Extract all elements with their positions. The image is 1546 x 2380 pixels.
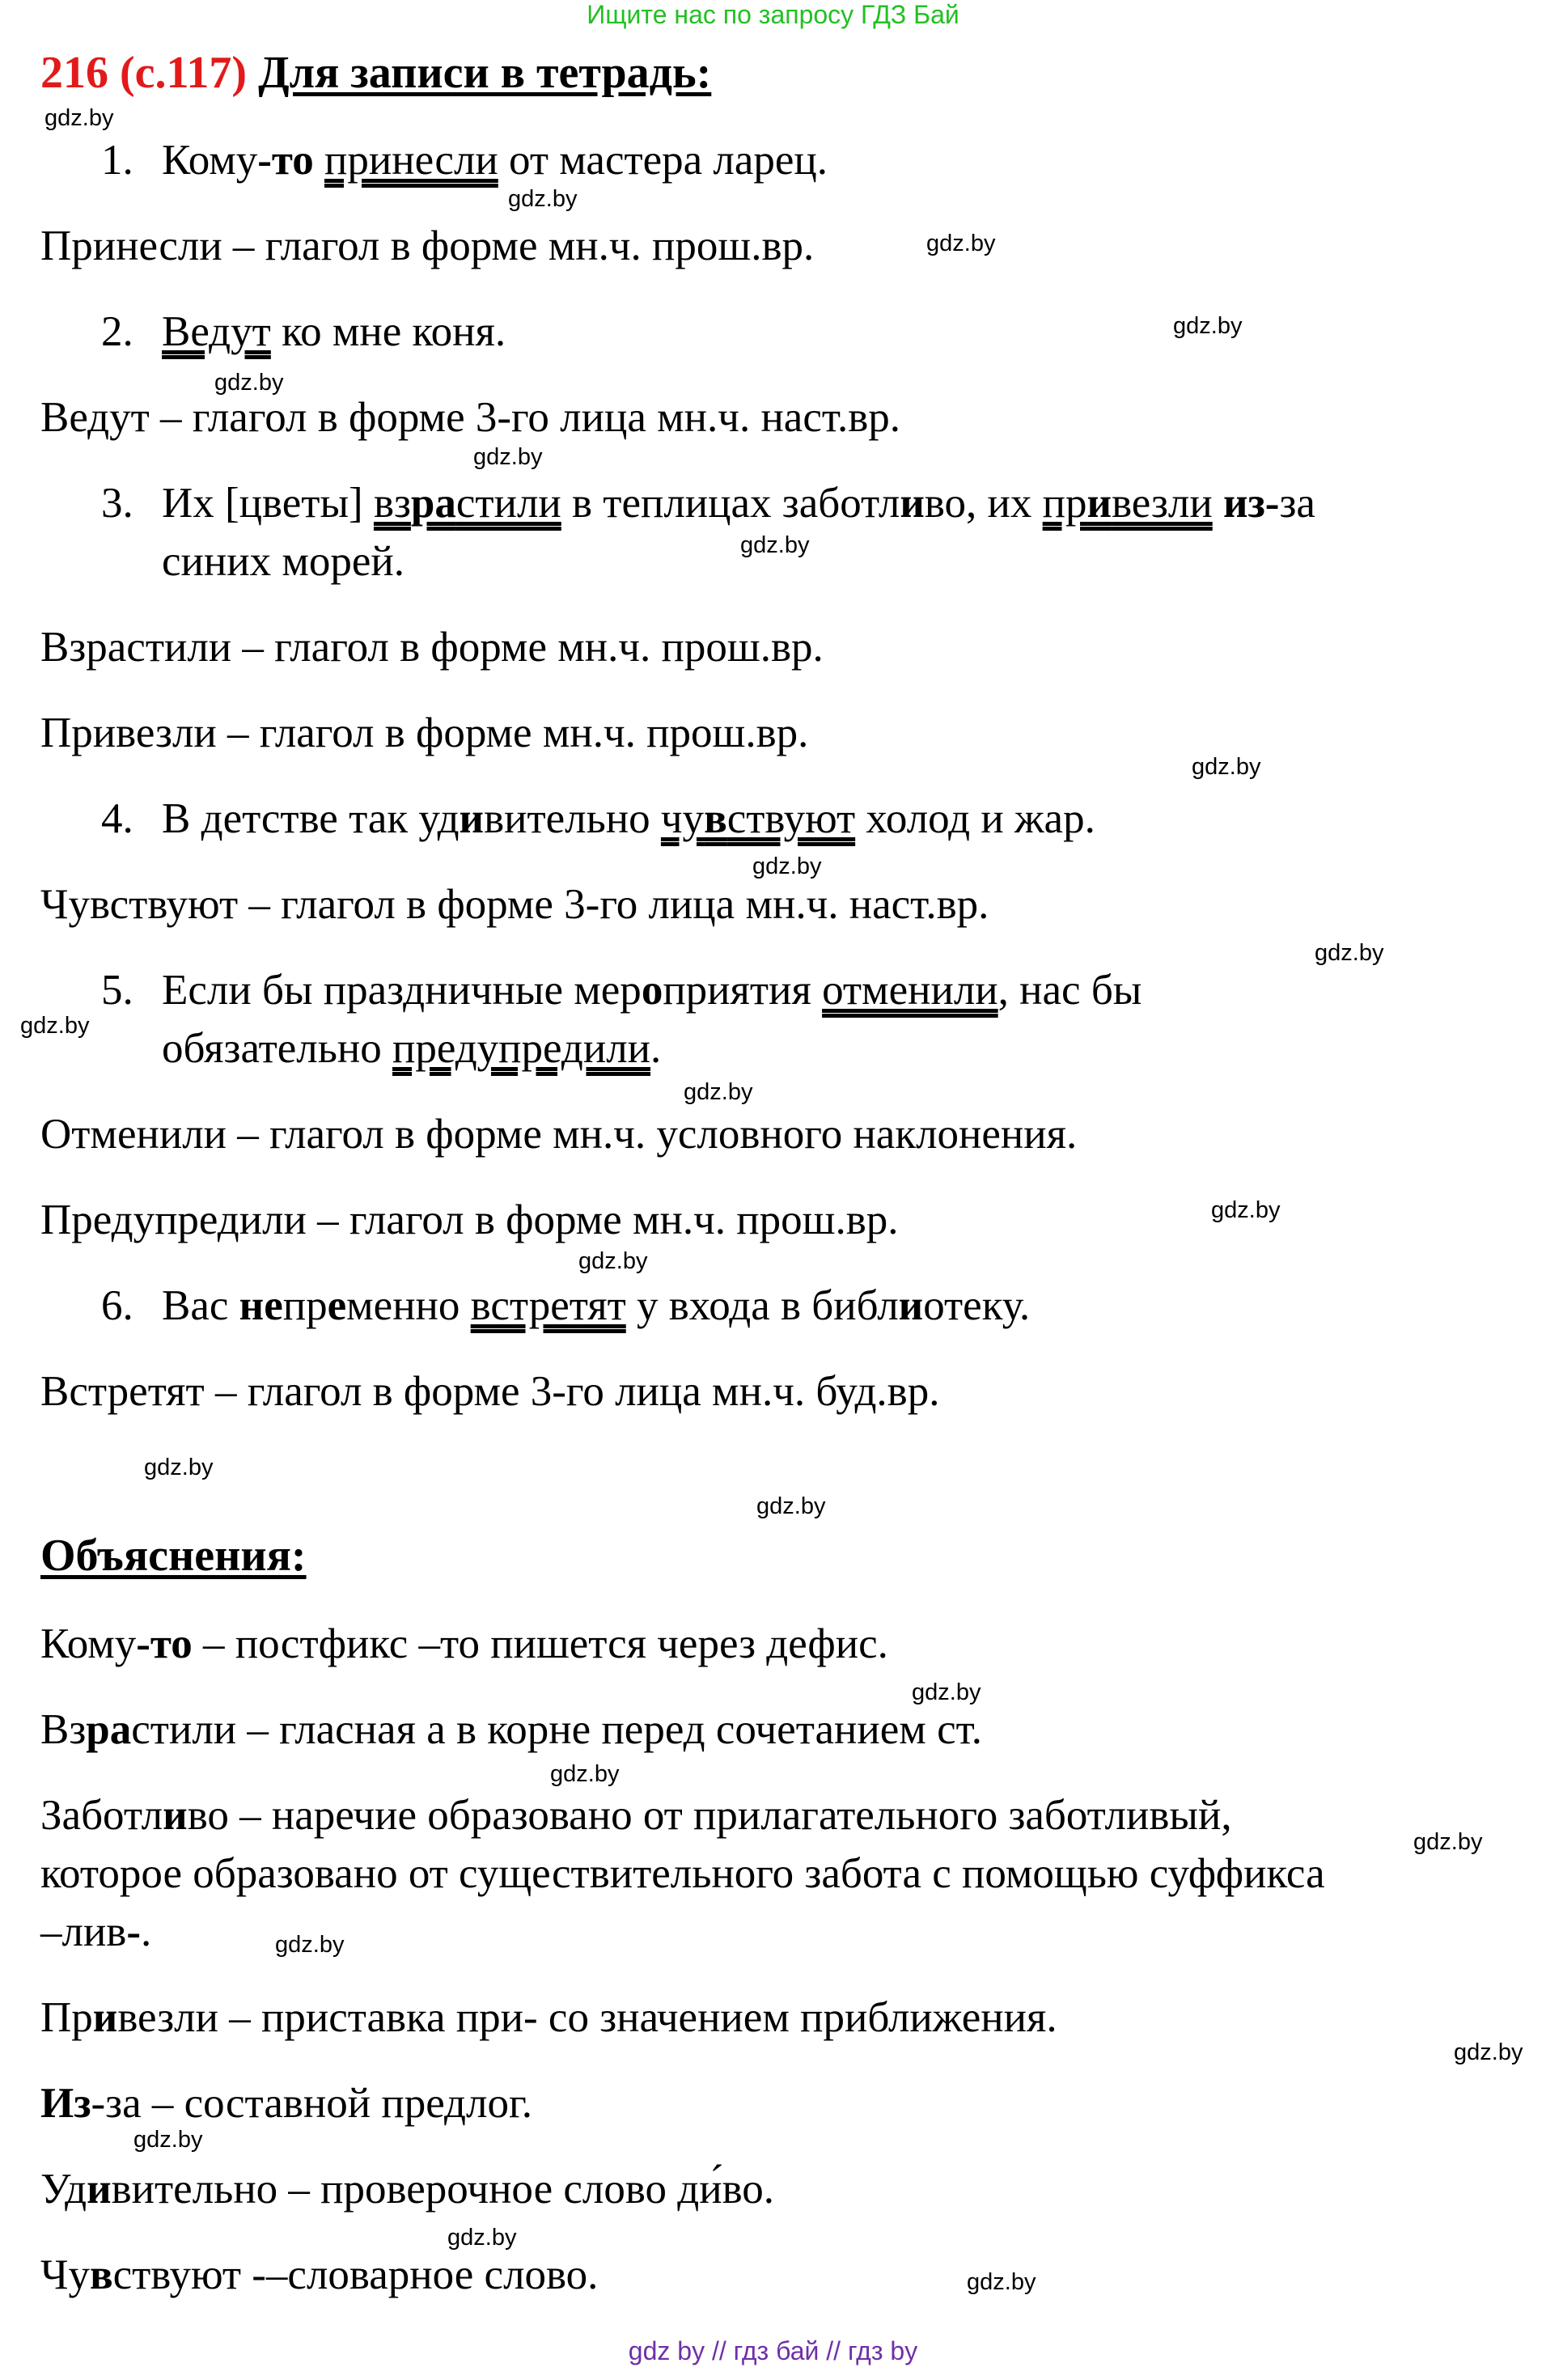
watermark: gdz.by — [508, 186, 578, 212]
sentence-1: Кому-то принесли от мастера ларец. — [162, 137, 828, 184]
watermark: gdz.by — [275, 1932, 345, 1958]
explanation-3a: Заботливо – наречие образовано от прилагательного заботливый, — [40, 1792, 1232, 1839]
sentence-5-line-1: Если бы праздничные мероприятия отменили, нас бы — [162, 967, 1142, 1014]
watermark: gdz.by — [926, 231, 996, 256]
watermark: gdz.by — [967, 2269, 1036, 2295]
explanation-2: Взрастили – гласная а в корне перед сочетанием ст. — [40, 1706, 983, 1753]
watermark: gdz.by — [684, 1079, 753, 1105]
explanation-6: Удивительно – проверочное слово ди́во. — [40, 2166, 774, 2213]
sentence-6: Вас непременно встретят у входа в библиотеку. — [162, 1282, 1031, 1329]
watermark: gdz.by — [473, 444, 543, 470]
explanation-1: Кому-то – постфикс –то пишется через дефис. — [40, 1620, 888, 1667]
watermark: gdz.by — [144, 1455, 214, 1480]
analysis-2: Ведут – глагол в форме 3-го лица мн.ч. наст.вр. — [40, 394, 901, 441]
watermark: gdz.by — [1211, 1197, 1281, 1223]
watermark: gdz.by — [912, 1679, 981, 1705]
watermark: gdz.by — [1315, 940, 1384, 966]
analysis-6: Встретят – глагол в форме 3-го лица мн.ч. буд.вр. — [40, 1368, 940, 1415]
item-number: 2. — [101, 308, 133, 355]
analysis-5a: Отменили – глагол в форме мн.ч. условного наклонения. — [40, 1111, 1078, 1158]
item-number: 5. — [101, 967, 133, 1014]
exercise-title: Для записи в тетрадь: — [258, 48, 712, 98]
watermark: gdz.by — [578, 1248, 648, 1274]
item-number: 3. — [101, 480, 133, 527]
exercise-heading — [40, 48, 712, 98]
explanation-7: Чувствуют -–словарное слово. — [40, 2251, 599, 2298]
watermark: gdz.by — [550, 1761, 620, 1787]
explanation-4: Привезли – приставка при- со значением приближения. — [40, 1994, 1057, 2041]
footer-links[interactable]: gdz by // гдз бай // гдз by — [628, 2336, 918, 2365]
watermark: gdz.by — [44, 105, 114, 131]
sentence-3-line-1: Их [цветы] взрастили в теплицах заботливо, их привезли из-за — [162, 480, 1315, 527]
sentence-5-line-2: обязательно предупредили. — [162, 1025, 662, 1072]
watermark: gdz.by — [740, 532, 810, 558]
explanation-5: Из-за – составной предлог. — [40, 2080, 532, 2127]
watermark: gdz.by — [214, 370, 284, 396]
sentence-3-line-2: синих морей. — [162, 538, 405, 585]
explanations-title: Объяснения: — [40, 1531, 307, 1581]
item-number: 1. — [101, 137, 133, 184]
watermark: gdz.by — [752, 853, 822, 879]
exercise-number: 216 (с.117) — [40, 48, 248, 98]
watermark: gdz.by — [20, 1013, 90, 1039]
sentence-4: В детстве так удивительно чувствуют холод и жар. — [162, 795, 1095, 842]
item-number: 6. — [101, 1282, 133, 1329]
analysis-5b: Предупредили – глагол в форме мн.ч. прош.вр. — [40, 1196, 899, 1243]
watermark: gdz.by — [1173, 313, 1243, 339]
explanation-3c: –лив-. — [40, 1908, 152, 1955]
analysis-4: Чувствуют – глагол в форме 3-го лица мн.ч. наст.вр. — [40, 881, 989, 928]
watermark: gdz.by — [447, 2225, 517, 2251]
analysis-3a: Взрастили – глагол в форме мн.ч. прош.вр. — [40, 624, 824, 671]
analysis-1: Принесли – глагол в форме мн.ч. прош.вр. — [40, 222, 815, 269]
item-number: 4. — [101, 795, 133, 842]
watermark: gdz.by — [1413, 1829, 1483, 1855]
sentence-2: Ведут ко мне коня. — [162, 308, 506, 355]
top-banner[interactable]: Ищите нас по запросу ГДЗ Бай — [587, 0, 959, 29]
watermark: gdz.by — [133, 2127, 203, 2153]
analysis-3b: Привезли – глагол в форме мн.ч. прош.вр. — [40, 709, 809, 756]
watermark: gdz.by — [1192, 754, 1261, 780]
watermark: gdz.by — [756, 1493, 826, 1519]
watermark: gdz.by — [1454, 2039, 1523, 2065]
explanation-3b: которое образовано от существительного забота с помощью суффикса — [40, 1850, 1325, 1897]
